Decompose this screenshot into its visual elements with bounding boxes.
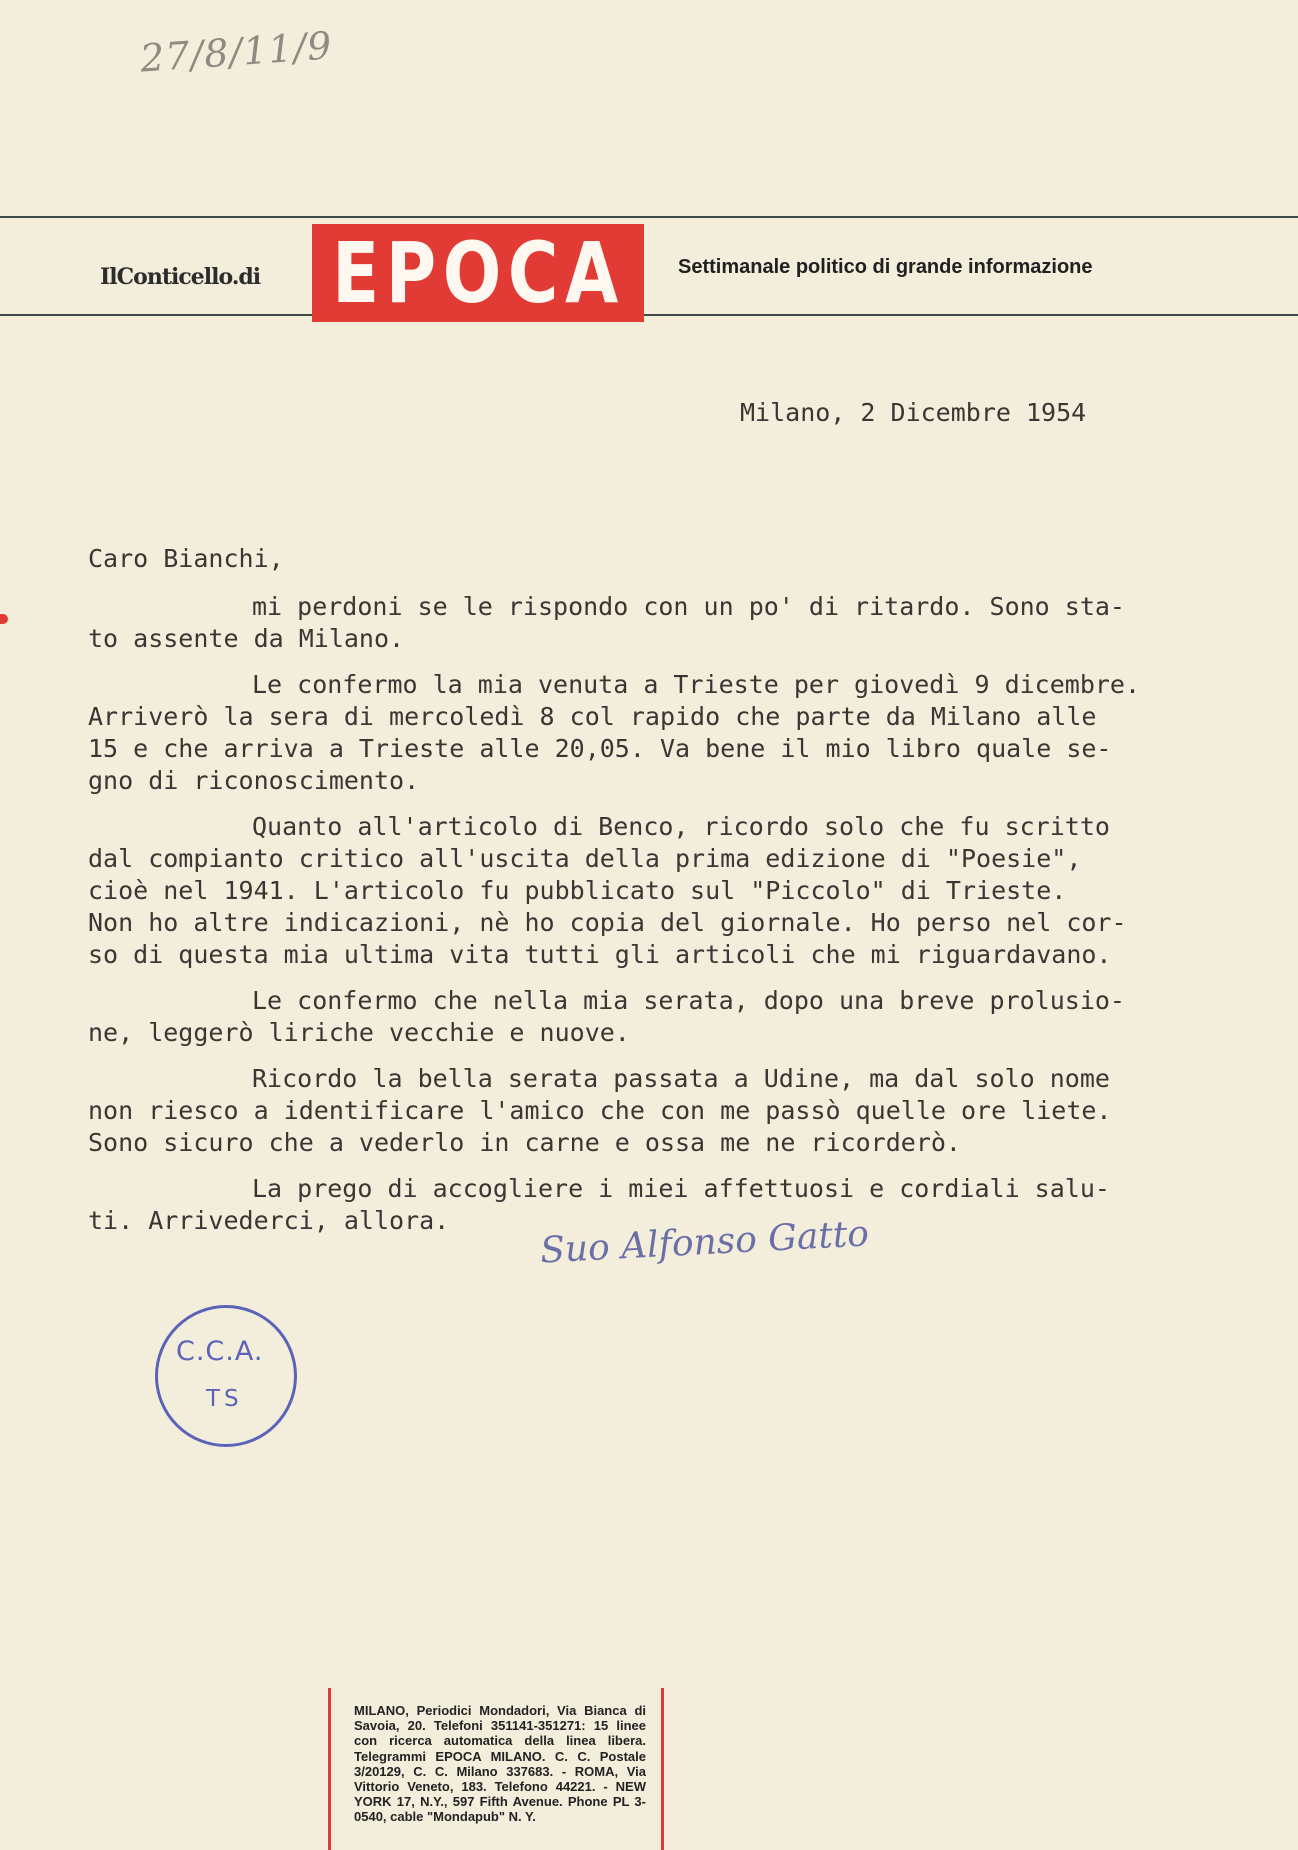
body-line: Sono sicuro che a vederlo in carne e ossa me ne ricorderò. xyxy=(88,1128,961,1157)
body-line: Quanto all'articolo di Benco, ricordo solo che fu scritto xyxy=(252,812,1110,841)
body-line: Le confermo la mia venuta a Trieste per giovedì 9 dicembre. xyxy=(252,670,1141,699)
handwritten-signature: Suo Alfonso Gatto xyxy=(539,1213,870,1272)
body-line: ne, leggerò liriche vecchie e nuove. xyxy=(88,1018,630,1047)
body-line: Non ho altre indicazioni, nè ho copia del giornale. Ho perso nel cor- xyxy=(88,908,1127,937)
cca-stamp xyxy=(155,1305,297,1447)
body-line: La prego di accogliere i miei affettuosi e cordiali salu- xyxy=(252,1174,1110,1203)
body-line: so di questa mia ultima vita tutti gli articoli che mi riguardavano. xyxy=(88,940,1112,969)
epoca-logo xyxy=(312,224,644,322)
body-line: to assente da Milano. xyxy=(88,624,405,653)
stamp-line-2: TS xyxy=(206,1386,243,1412)
logo-text: EPOCA xyxy=(331,224,625,322)
masthead-bottom-rule xyxy=(0,314,1298,316)
margin-mark xyxy=(0,614,8,624)
body-line: non riesco a identificare l'amico che con me passò quelle ore liete. xyxy=(88,1096,1112,1125)
body-line: mi perdoni se le rispondo con un po' di ritardo. Sono sta- xyxy=(252,592,1125,621)
archive-reference: 27/8/11/9 xyxy=(138,23,334,81)
body-line: gno di riconoscimento. xyxy=(88,766,420,795)
footer-address: MILANO, Periodici Mondadori, Via Bianca di Savoia, 20. Telefoni 351141-351271: 15 linee con ricerca automatica della linea libera. Telegrammi EPOCA MILANO. C. C. Postale 3/20129, C. C. Milano 337683. - ROMA, Via Vittorio Veneto, 183. Telefono 44221. - NEW YORK 17, N.Y., 597 Fifth Avenue. Phone PL 3-0540, cable "Mondapub" N. Y. xyxy=(354,1703,646,1825)
body-line: Ricordo la bella serata passata a Udine, ma dal solo nome xyxy=(252,1064,1110,1093)
body-line: cioè nel 1941. L'articolo fu pubblicato sul "Piccolo" di Trieste. xyxy=(88,876,1067,905)
body-line: Arriverò la sera di mercoledì 8 col rapido che parte da Milano alle xyxy=(88,702,1097,731)
salutation: Caro Bianchi, xyxy=(88,544,284,573)
body-line: dal compianto critico all'uscita della prima edizione di "Poesie", xyxy=(88,844,1082,873)
masthead-overstruck-text: IlConticello.di xyxy=(100,264,261,290)
masthead-top-rule xyxy=(0,216,1298,218)
body-line: ti. Arrivederci, allora. xyxy=(88,1206,450,1235)
stamp-line-1: C.C.A. xyxy=(176,1336,264,1367)
body-line: Le confermo che nella mia serata, dopo una breve prolusio- xyxy=(252,986,1125,1015)
body-line: 15 e che arriva a Trieste alle 20,05. Va bene il mio libro quale se- xyxy=(88,734,1112,763)
letter-date: Milano, 2 Dicembre 1954 xyxy=(740,398,1087,427)
masthead-tagline: Settimanale politico di grande informazione xyxy=(678,256,1093,278)
